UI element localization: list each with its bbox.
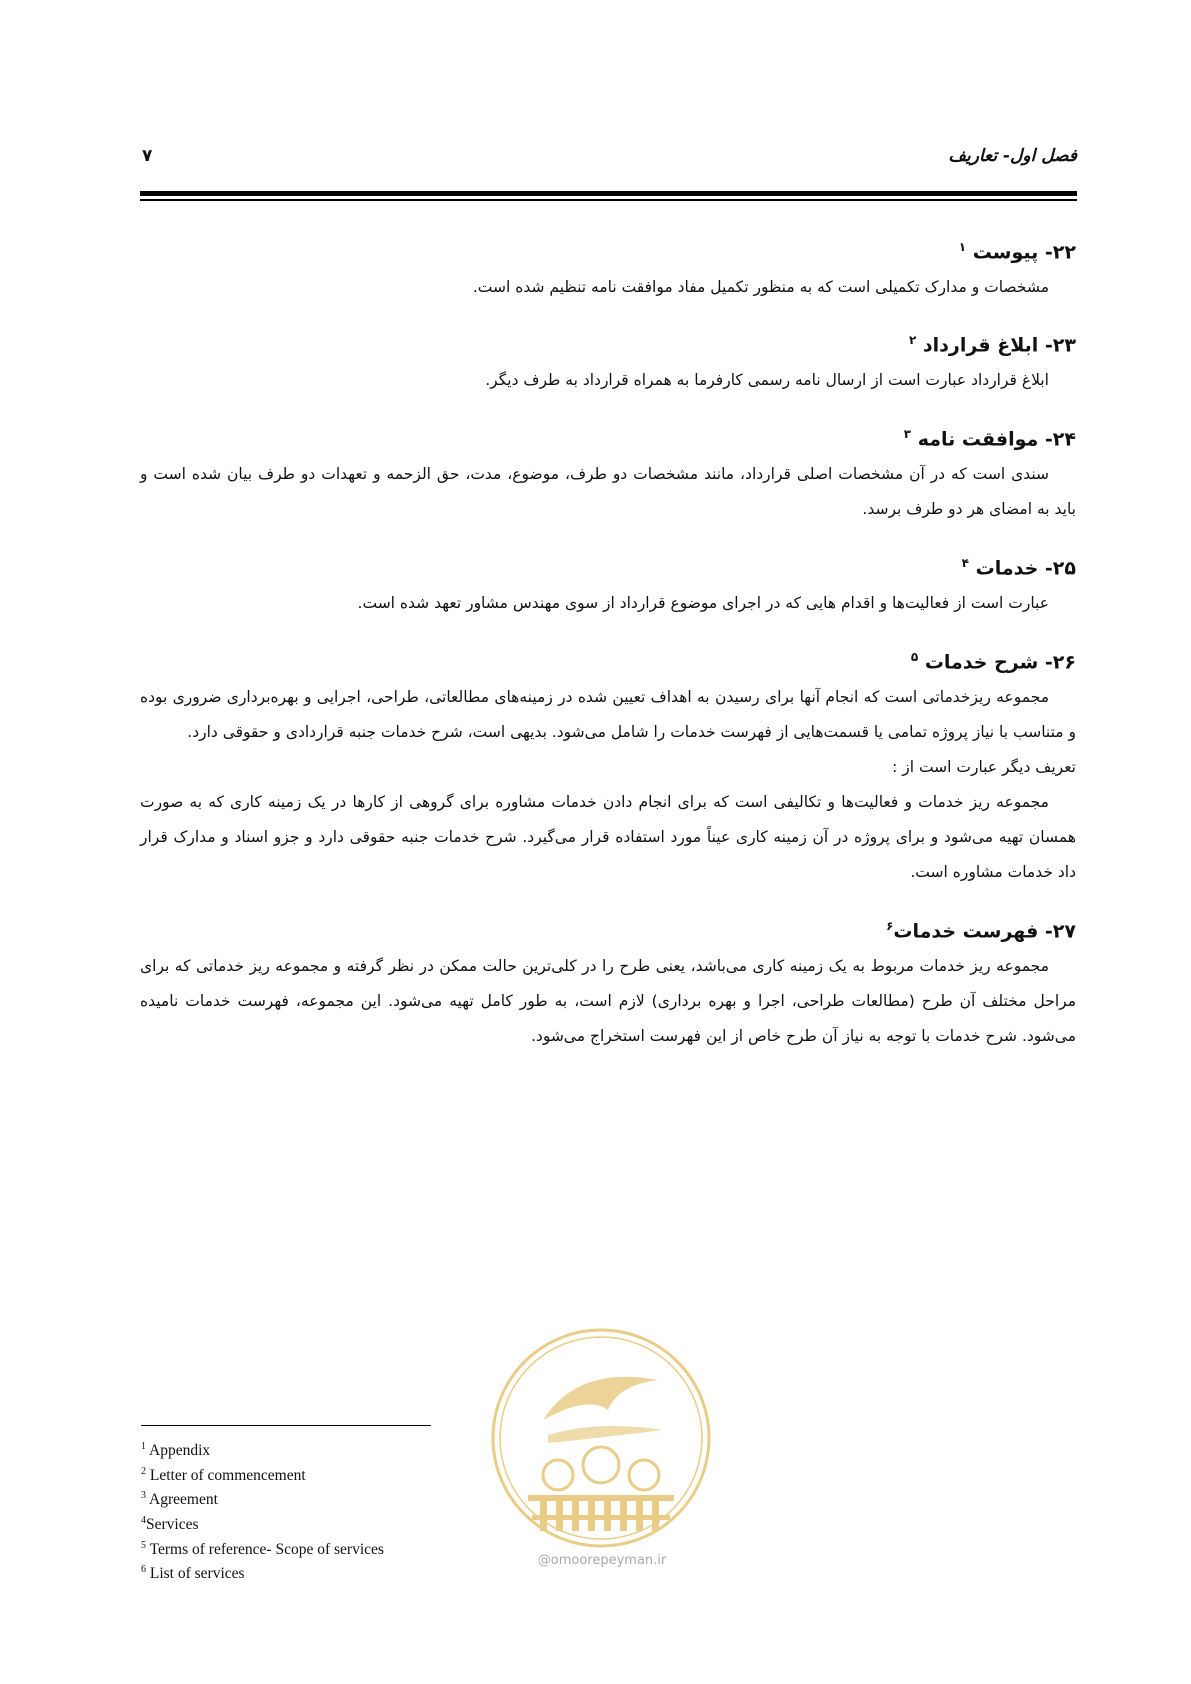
section-paragraph: تعریف دیگر عبارت است از : <box>892 758 1076 776</box>
header-rule-thick <box>140 191 1077 196</box>
watermark-site: @omoorepeyman.ir <box>537 1553 667 1568</box>
footnote: $^4$Services <box>141 1514 199 1534</box>
section-title: ۲۷- فهرست خدمات$^۶$ <box>886 919 1076 943</box>
section-26 <box>140 642 1076 890</box>
footnote-ref: ۳ <box>903 427 912 441</box>
section-title: ۲۶- شرح خدمات $^۵$ <box>910 650 1076 674</box>
section-title: ۲۲- پیوست $^۱$ <box>958 240 1076 264</box>
section-paragraph: مشخصات و مدارک تکمیلی است که به منظور تکمیل مفاد موافقت نامه تنظیم شده است. <box>472 278 1049 296</box>
page-number: ۷ <box>142 146 153 166</box>
footnote-ref: ۴ <box>961 556 969 570</box>
footnote: $^6$ List of services <box>141 1564 245 1583</box>
section-paragraph: مجموعه ریز خدمات و فعالیت‌ها و تکالیفی است که برای انجام دادن خدمات مشاوره برای گروهی از کارها در یک زمینه کاری که به صورت همسان تهیه می‌شود و برای پروژه در آن زمینه کاری عیناً مورد استفاده قرار می‌گیرد. شرح خدمات جنبه حقوقی دارد و جزو اسناد و مدارک قرار داد خدمات مشاوره است. <box>140 793 1076 881</box>
section-paragraph: ابلاغ قرارداد عبارت است از ارسال نامه رسمی کارفرما به همراه قرارداد به طرف دیگر. <box>485 371 1049 389</box>
footnote-ref: ۶ <box>886 919 894 933</box>
footnote-ref: ۵ <box>910 650 919 664</box>
main-content <box>140 232 1076 1054</box>
header-rule-thin <box>140 199 1077 201</box>
chapter-title: فصل اول- تعاریف <box>948 146 1077 166</box>
section-22 <box>140 232 1076 305</box>
section-paragraph: سندی است که در آن مشخصات اصلی قرارداد، مانند مشخصات دو طرف، موضوع، مدت، حق الزحمه و تعهدات دو طرف بیان شده است و باید به امضای هر دو طرف برسد. <box>140 465 1076 518</box>
footnote: $^5$ Terms of reference- Scope of services <box>141 1539 384 1558</box>
footnote-ref: ۲ <box>908 333 917 347</box>
section-title: ۲۳- ابلاغ قرارداد $^۲$ <box>908 333 1076 357</box>
section-25 <box>140 548 1076 621</box>
section-paragraph: مجموعه ریز خدمات مربوط به یک زمینه کاری می‌باشد، یعنی طرح را در کلی‌ترین حالت ممکن در نظر گرفته و مجموعه ریز خدماتی که برای مراحل مختلف آن طرح (مطالعات طراحی، اجرا و بهره برداری) لازم است، به طور کامل تهیه می‌شود. این مجموعه، فهرست خدمات نامیده می‌شود. شرح خدمات با توجه به نیاز آن طرح خاص از این فهرست استخراج می‌شود. <box>140 957 1076 1045</box>
footnotes <box>141 1437 384 1585</box>
footnote: $^3$ Agreement <box>141 1490 218 1509</box>
footnote: $^1$ Appendix <box>141 1441 211 1460</box>
section-23 <box>140 325 1076 398</box>
section-title: ۲۴- موافقت نامه $^۳$ <box>903 427 1076 451</box>
watermark-logo-icon <box>488 1325 714 1551</box>
footnote: $^2$ Letter of commencement <box>141 1465 306 1484</box>
footnote-separator <box>141 1425 431 1426</box>
section-paragraph: مجموعه ریزخدماتی است که انجام آنها برای رسیدن به اهداف تعیین شده در زمینه‌های مطالعاتی، طراحی، اجرایی و بهره‌برداری ضروری بوده و متناسب با نیاز پروژه تمامی یا قسمت‌هایی از فهرست خدمات را شامل می‌شود. بدیهی است، شرح خدمات جنبه قراردادی و حقوقی دارد. <box>140 688 1076 741</box>
section-title: ۲۵- خدمات $^۴$ <box>961 556 1076 580</box>
section-paragraph: عبارت است از فعالیت‌ها و اقدام هایی که در اجرای موضوع قرارداد از سوی مهندس مشاور تعهد شده است. <box>357 594 1049 612</box>
section-24 <box>140 419 1076 527</box>
section-27 <box>140 911 1076 1054</box>
footnote-ref: ۱ <box>958 240 967 254</box>
